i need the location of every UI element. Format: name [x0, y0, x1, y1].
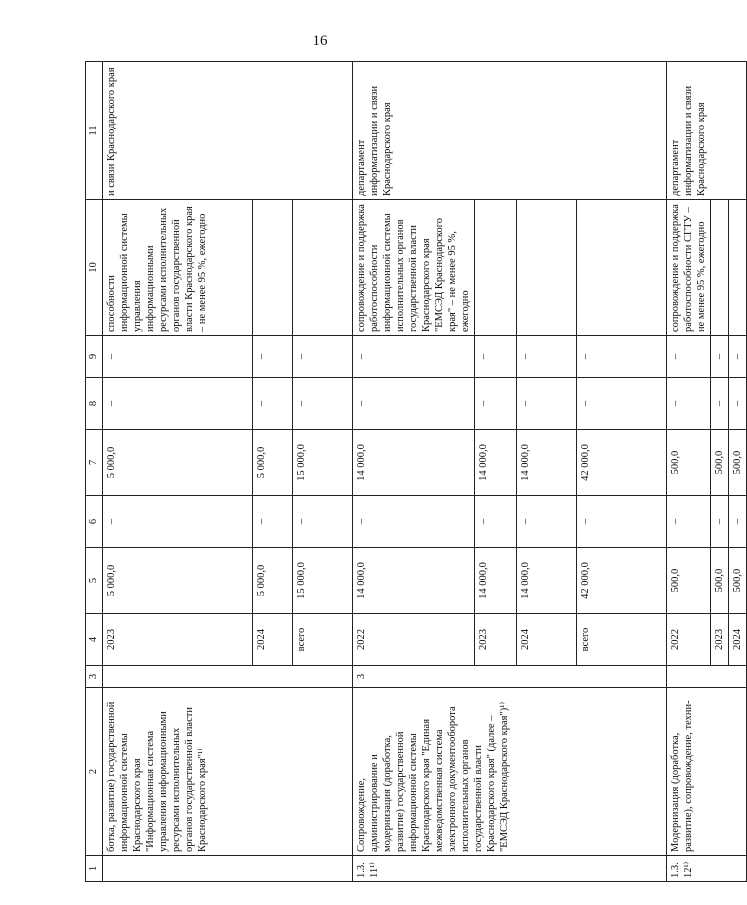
table-body	[103, 62, 747, 882]
col-header-6: 6	[86, 496, 103, 548]
cell-result	[729, 200, 747, 336]
col-header-7: 7	[86, 430, 103, 496]
col-header-1: 1	[86, 856, 103, 882]
cell-activity-name: Модернизация (доработка, развитие), сопровождение, техни-	[667, 688, 747, 856]
cell-status	[103, 666, 353, 688]
cell-local: –	[517, 378, 577, 430]
cell-result	[517, 200, 577, 336]
cell-federal: –	[353, 496, 475, 548]
cell-year: 2022	[667, 614, 711, 666]
cell-federal: –	[475, 496, 517, 548]
cell-year: 2023	[711, 614, 729, 666]
cell-regional: 15 000,0	[293, 430, 353, 496]
cell-local: –	[293, 378, 353, 430]
cell-status: 3	[353, 666, 667, 688]
cell-total: 5 000,0	[253, 548, 293, 614]
table-row	[667, 62, 711, 882]
cell-extra: –	[353, 336, 475, 378]
cell-total: 500,0	[729, 548, 747, 614]
cell-extra: –	[103, 336, 253, 378]
cell-extra: –	[517, 336, 577, 378]
cell-number: 1.3.12¹⁾	[667, 856, 747, 882]
cell-federal: –	[103, 496, 253, 548]
cell-result	[475, 200, 517, 336]
cell-local: –	[667, 378, 711, 430]
cell-result: сопровождение и поддержка работоспособности информационной системы исполнительных органов государственной власти Краснодарского края "ЕМСЭД Краснодарского края" – не менее 95 %, ежегодно	[353, 200, 475, 336]
cell-regional: 500,0	[711, 430, 729, 496]
cell-local: –	[253, 378, 293, 430]
cell-local: –	[103, 378, 253, 430]
cell-activity-name: Сопровождение, администрирование и модернизация (доработка, развитие) государственной информационной системы Краснодарского края "Единая межведомственная система электронного документооборота исполнительных органов государственной власти Краснодарского края" (далее – "ЕМСЭД Краснодарского края")¹⁾	[353, 688, 667, 856]
table-row	[353, 62, 475, 882]
cell-executor: департамент информатизации и связи Краснодарского края	[353, 62, 667, 200]
cell-result: способности информационной системы управления информационными ресурсами исполнительных органов государственной власти Краснодарского края – не менее 95 %, ежегодно	[103, 200, 253, 336]
col-header-4: 4	[86, 614, 103, 666]
cell-number: 1.3.11¹⁾	[353, 856, 667, 882]
cell-local: –	[577, 378, 667, 430]
col-header-8: 8	[86, 378, 103, 430]
col-header-5: 5	[86, 548, 103, 614]
cell-year: 2023	[475, 614, 517, 666]
cell-result	[577, 200, 667, 336]
cell-result	[293, 200, 353, 336]
cell-total: 14 000,0	[475, 548, 517, 614]
cell-extra: –	[667, 336, 711, 378]
cell-total: 5 000,0	[103, 548, 253, 614]
cell-result	[253, 200, 293, 336]
cell-year: всего	[577, 614, 667, 666]
cell-extra: –	[729, 336, 747, 378]
col-header-9: 9	[86, 336, 103, 378]
cell-regional: 14 000,0	[353, 430, 475, 496]
cell-regional: 500,0	[667, 430, 711, 496]
cell-federal: –	[711, 496, 729, 548]
cell-total: 500,0	[711, 548, 729, 614]
cell-local: –	[711, 378, 729, 430]
cell-result: сопровождение и поддержка работоспособности СГТУ – не менее 95 %, ежегодно	[667, 200, 711, 336]
table-row	[103, 62, 253, 882]
page-number: 16	[312, 33, 328, 49]
cell-regional: 14 000,0	[475, 430, 517, 496]
cell-status	[667, 666, 747, 688]
cell-local: –	[729, 378, 747, 430]
cell-year: 2024	[253, 614, 293, 666]
col-header-10: 10	[86, 200, 103, 336]
cell-local: –	[353, 378, 475, 430]
cell-year: 2022	[353, 614, 475, 666]
cell-year: 2024	[517, 614, 577, 666]
cell-regional: 500,0	[729, 430, 747, 496]
cell-regional: 42 000,0	[577, 430, 667, 496]
col-header-3: 3	[86, 666, 103, 688]
cell-extra: –	[577, 336, 667, 378]
col-header-2: 2	[86, 688, 103, 856]
cell-total: 14 000,0	[517, 548, 577, 614]
cell-extra: –	[253, 336, 293, 378]
cell-local: –	[475, 378, 517, 430]
cell-year: всего	[293, 614, 353, 666]
cell-year: 2024	[729, 614, 747, 666]
cell-federal: –	[577, 496, 667, 548]
cell-total: 42 000,0	[577, 548, 667, 614]
cell-federal: –	[517, 496, 577, 548]
cell-federal: –	[667, 496, 711, 548]
cell-result	[711, 200, 729, 336]
cell-extra: –	[293, 336, 353, 378]
cell-regional: 14 000,0	[517, 430, 577, 496]
header-row	[86, 62, 103, 882]
col-header-11: 11	[86, 62, 103, 200]
cell-federal: –	[293, 496, 353, 548]
cell-executor: департамент информатизации и связи Краснодарского края	[667, 62, 747, 200]
rotated-table	[85, 62, 743, 882]
cell-executor: и связи Краснодарского края	[103, 62, 353, 200]
cell-year: 2023	[103, 614, 253, 666]
program-table	[85, 61, 747, 882]
cell-federal: –	[729, 496, 747, 548]
cell-total: 500,0	[667, 548, 711, 614]
cell-regional: 5 000,0	[103, 430, 253, 496]
cell-regional: 5 000,0	[253, 430, 293, 496]
cell-total: 14 000,0	[353, 548, 475, 614]
cell-extra: –	[711, 336, 729, 378]
cell-extra: –	[475, 336, 517, 378]
cell-activity-name: ботка, развитие) государственной информационной системы Краснодарского края "Информационная система управления информационными ресурсами исполнительных органов государственной власти Краснодарского края"¹⁾	[103, 688, 353, 856]
cell-number	[103, 856, 353, 882]
cell-federal: –	[253, 496, 293, 548]
cell-total: 15 000,0	[293, 548, 353, 614]
